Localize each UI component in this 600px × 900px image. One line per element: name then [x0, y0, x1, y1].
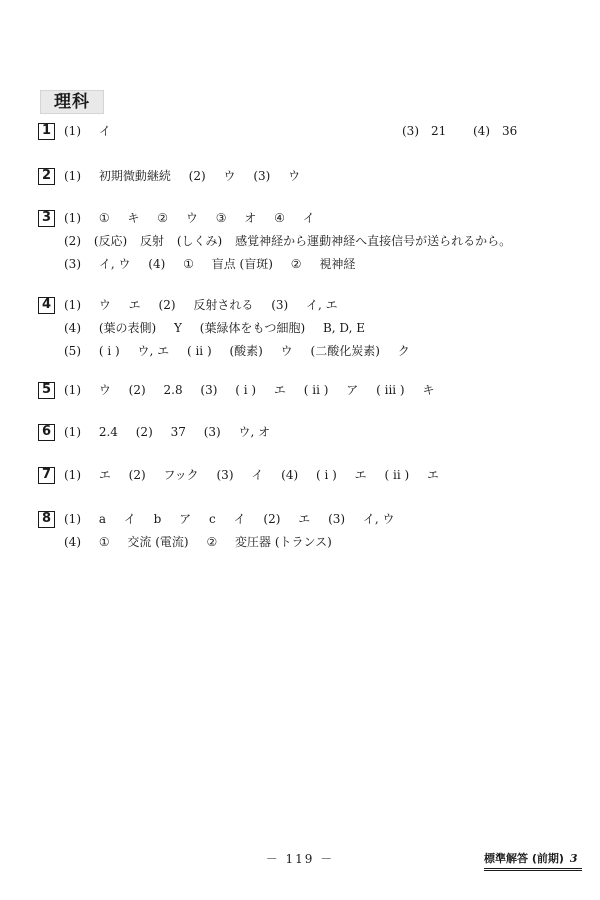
answer-part: (2) [128, 383, 146, 397]
answer-part: (5) [64, 344, 81, 358]
answer-part: イ, ウ [362, 512, 395, 526]
answer-part: 36 [502, 124, 518, 138]
answer-part: ウ [98, 383, 111, 397]
answer-part: (反応) [93, 234, 128, 248]
answer-part: 反射 [140, 234, 165, 248]
answer-part: ウ, オ [238, 425, 271, 439]
answer-part: 変圧器 (トランス) [235, 535, 332, 549]
answer-part: 37 [170, 425, 186, 439]
answer-part: (2) [263, 512, 281, 526]
answer-part: ア [179, 512, 192, 526]
answer-part: (3) [64, 257, 81, 271]
answer-part: エ [298, 512, 311, 526]
answer-part: 初期微動継続 [98, 169, 171, 183]
question-number: 8 [38, 511, 55, 528]
answer-part: ア [346, 383, 359, 397]
question-number: 3 [38, 210, 55, 227]
answer-line [64, 381, 448, 399]
answer-part: 反射される [193, 298, 254, 312]
answer-part: (3) [203, 425, 221, 439]
answer-part: イ [233, 512, 246, 526]
answer-line [64, 533, 346, 551]
question-number: 7 [38, 467, 55, 484]
answer-part: (4) [64, 321, 81, 335]
answer-line [64, 319, 379, 337]
answer-part: ② [290, 257, 302, 271]
question-number: 2 [38, 168, 55, 185]
answer-part: (2) [128, 468, 146, 482]
answer-part: (酸素) [229, 344, 263, 358]
question-number: 5 [38, 382, 55, 399]
answer-part: ウ, エ [137, 344, 170, 358]
answer-part: エ [98, 468, 111, 482]
answer-part: (1) [64, 169, 81, 183]
answer-part: ( ii ) [384, 468, 410, 482]
answer-part: Y [174, 321, 182, 335]
answer-part: ( i ) [98, 344, 120, 358]
subject-heading: 理科 [40, 90, 104, 114]
answer-part: ③ [215, 211, 227, 225]
answer-line [64, 209, 329, 227]
answer-part: (3) [271, 298, 289, 312]
answer-part: イ [123, 512, 136, 526]
answer-part: (二酸化炭素) [310, 344, 380, 358]
answer-part: ① [98, 535, 110, 549]
answer-part: ウ [185, 211, 198, 225]
answer-part: (3) [402, 124, 419, 138]
answer-part: (2) [64, 234, 81, 248]
answer-part: イ [98, 124, 111, 138]
answer-part: (2) [135, 425, 153, 439]
answer-part: (1) [64, 425, 81, 439]
answer-part: ( i ) [316, 468, 337, 482]
answer-part: (4) [281, 468, 299, 482]
answer-part: エ [273, 383, 286, 397]
answer-part: エ [128, 298, 141, 312]
answer-part: (しくみ) [176, 234, 223, 248]
answer-part: ウ [288, 169, 301, 183]
question-number: 4 [38, 297, 55, 314]
answer-line [64, 122, 125, 140]
answer-part: (葉緑体をもつ細胞) [199, 321, 306, 335]
answer-part: オ [244, 211, 257, 225]
answer-part: 2.4 [98, 425, 118, 439]
answer-part: キ [127, 211, 140, 225]
answer-part: イ [302, 211, 315, 225]
footer-label-text: 標準解答 (前期) [484, 852, 564, 865]
answer-line [64, 296, 352, 314]
answer-line [64, 342, 424, 360]
answer-part: イ, エ [306, 298, 338, 312]
answer-part: 交流 (電流) [127, 535, 189, 549]
answer-part: a [98, 512, 106, 526]
answer-part: (2) [158, 298, 176, 312]
page-number: － 119 － [265, 852, 335, 866]
answer-part: (4) [64, 535, 81, 549]
answer-part: 視神経 [319, 257, 356, 271]
answer-part: (葉の表側) [98, 321, 157, 335]
answer-part: イ [251, 468, 264, 482]
answer-part: (3) [253, 169, 271, 183]
answer-line [64, 167, 314, 185]
answer-part: ① [98, 211, 110, 225]
answer-line [64, 423, 284, 441]
answer-part: (1) [64, 383, 81, 397]
answer-part: ( ii ) [186, 344, 212, 358]
answer-line [64, 510, 409, 528]
answer-part: ( i ) [235, 383, 257, 397]
footer-page-num: 3 [569, 852, 578, 865]
answer-part: c [209, 512, 216, 526]
answer-part: (1) [64, 124, 81, 138]
answer-line [64, 466, 453, 484]
answer-part: 感覚神経から運動神経へ直接信号が送られるから。 [235, 234, 512, 248]
answer-part: (4) [148, 257, 166, 271]
question-number: 1 [38, 123, 55, 140]
answer-part: イ, ウ [98, 257, 131, 271]
answer-part: ( iii ) [376, 383, 405, 397]
answer-part: ウ [98, 298, 111, 312]
answer-part: 21 [431, 124, 447, 138]
answer-part: キ [422, 383, 435, 397]
answer-part: 2.8 [163, 383, 183, 397]
answer-part: (3) [328, 512, 346, 526]
answer-part: (1) [64, 211, 81, 225]
answer-part: フック [163, 468, 199, 482]
answer-part: ウ [223, 169, 236, 183]
footer-rule [484, 868, 582, 871]
answer-part: ク [397, 344, 410, 358]
answer-part: ④ [274, 211, 285, 225]
answer-part: B, D, E [322, 321, 366, 335]
footer-label [484, 851, 578, 867]
answer-line [64, 255, 369, 273]
answer-part: (1) [64, 512, 81, 526]
answer-part: エ [427, 468, 440, 482]
answer-part: (1) [64, 298, 81, 312]
answer-part: b [153, 512, 162, 526]
question-number: 6 [38, 424, 55, 441]
answer-part: ウ [280, 344, 293, 358]
answer-part: ① [183, 257, 194, 271]
answer-part: (2) [188, 169, 206, 183]
answer-part: (3) [216, 468, 234, 482]
answer-part: (3) [200, 383, 218, 397]
answer-line [64, 232, 520, 250]
answer-part: ② [157, 211, 169, 225]
answer-part: (1) [64, 468, 81, 482]
answer-part: 盲点 (盲斑) [211, 257, 273, 271]
answer-part: ( ii ) [303, 383, 329, 397]
answer-part: エ [354, 468, 367, 482]
answer-part: (4) [473, 124, 490, 138]
answer-part: ② [206, 535, 218, 549]
